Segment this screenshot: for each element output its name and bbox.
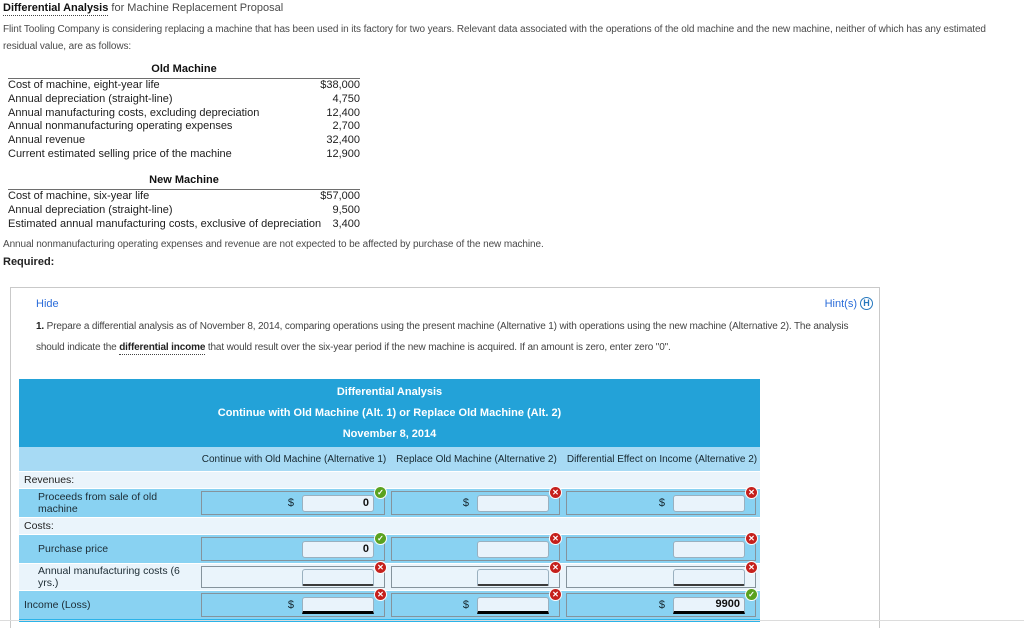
correct-check-icon: ✓ xyxy=(746,589,757,600)
hide-link[interactable]: Hide xyxy=(36,298,59,310)
amount-input[interactable] xyxy=(477,541,549,558)
instruction-text-1: Prepare a differential analysis as of November 8, 2014, comparing operations using the present machine (Alternative 1) with operations using the new machine (Alternative 2). The analysis should indicate the xyxy=(36,321,849,353)
value-box xyxy=(391,563,560,588)
value-box xyxy=(201,563,385,588)
amount-input[interactable] xyxy=(302,495,374,512)
value-cell xyxy=(199,591,389,619)
new-machine-table-rows xyxy=(8,190,360,231)
hints-link[interactable] xyxy=(825,297,873,310)
row-value: $57,000 xyxy=(320,190,360,202)
incorrect-x-icon: ✕ xyxy=(550,533,561,544)
value-box xyxy=(201,590,385,617)
value-cell xyxy=(564,564,760,590)
dollar-sign: $ xyxy=(287,599,294,611)
value-box xyxy=(566,534,756,561)
required-label: Required: xyxy=(3,256,55,268)
hint-icon: H xyxy=(860,297,873,310)
column-header: Continue with Old Machine (Alternative 1) xyxy=(201,453,387,465)
table-row xyxy=(8,134,360,148)
value-cell xyxy=(389,564,564,590)
row-value: $38,000 xyxy=(320,79,360,91)
new-machine-table-title: New Machine xyxy=(8,173,360,190)
table-row xyxy=(8,148,360,162)
incorrect-x-icon: ✕ xyxy=(375,589,386,600)
dollar-sign: $ xyxy=(462,497,469,509)
value-box xyxy=(201,488,385,515)
incorrect-x-icon: ✕ xyxy=(746,562,757,573)
value-cell xyxy=(564,591,760,619)
old-machine-table-title: Old Machine xyxy=(8,62,360,79)
correct-check-icon: ✓ xyxy=(375,533,386,544)
column-header: Differential Effect on Income (Alternative 2) xyxy=(566,453,758,465)
amount-input[interactable] xyxy=(477,495,549,512)
analysis-table-title-line2: Continue with Old Machine (Alt. 1) or Replace Old Machine (Alt. 2) xyxy=(217,407,562,419)
amount-input[interactable] xyxy=(673,495,745,512)
row-value: 12,400 xyxy=(326,106,360,119)
table-row xyxy=(8,218,360,232)
data-row xyxy=(19,563,760,590)
row-value: 32,400 xyxy=(326,134,360,147)
section-row xyxy=(19,471,760,488)
table-row xyxy=(8,93,360,107)
row-label: Current estimated selling price of the machine xyxy=(8,147,232,160)
value-cell xyxy=(199,564,389,590)
value-box xyxy=(391,488,560,515)
row-label: Estimated annual manufacturing costs, exclusive of depreciation xyxy=(8,217,322,230)
value-cell xyxy=(389,591,564,619)
instruction-paragraph xyxy=(36,316,866,358)
data-row xyxy=(19,590,760,619)
incorrect-x-icon: ✕ xyxy=(550,589,561,600)
section-label: Revenues: xyxy=(24,474,75,486)
amount-input[interactable] xyxy=(302,541,374,558)
analysis-table-title-block xyxy=(19,379,760,447)
amount-input[interactable] xyxy=(302,569,374,586)
row-label: Annual revenue xyxy=(8,134,86,147)
analysis-table-column-headers xyxy=(19,447,760,471)
value-box xyxy=(391,590,560,617)
section-row xyxy=(19,517,760,534)
new-machine-table xyxy=(8,173,360,231)
viewport-bottom-divider xyxy=(0,620,1024,621)
table-row xyxy=(8,120,360,134)
value-cell xyxy=(564,489,760,517)
dollar-sign: $ xyxy=(658,599,665,611)
hints-link-label: Hint(s) xyxy=(824,297,857,310)
dollar-sign: $ xyxy=(462,599,469,611)
row-label: Annual manufacturing costs (6 yrs.) xyxy=(38,565,180,589)
row-label: Cost of machine, six-year life xyxy=(8,190,150,202)
row-value: 2,700 xyxy=(332,120,360,133)
data-row xyxy=(19,534,760,563)
row-label: Annual depreciation (straight-line) xyxy=(8,92,173,105)
row-label: Annual nonmanufacturing operating expenses xyxy=(8,120,233,133)
table-row xyxy=(8,204,360,218)
instruction-text-2: that would result over the six-year period if the new machine is acquired. If an amount is zero, enter zero "0". xyxy=(205,342,671,353)
value-box xyxy=(201,534,385,561)
page-title-rest: for Machine Replacement Proposal xyxy=(108,2,284,14)
correct-check-icon: ✓ xyxy=(375,487,386,498)
amount-input[interactable] xyxy=(673,541,745,558)
row-value: 9,500 xyxy=(332,203,360,216)
incorrect-x-icon: ✕ xyxy=(746,533,757,544)
incorrect-x-icon: ✕ xyxy=(375,562,386,573)
analysis-table-title-line1: Differential Analysis xyxy=(336,386,443,398)
amount-input[interactable] xyxy=(673,569,745,586)
column-header: Replace Old Machine (Alternative 2) xyxy=(396,453,557,465)
page-title-term: Differential Analysis xyxy=(3,2,109,14)
value-box xyxy=(566,563,756,588)
incorrect-x-icon: ✕ xyxy=(746,487,757,498)
dollar-sign: $ xyxy=(287,497,294,509)
note-paragraph: Annual nonmanufacturing operating expenses and revenue are not expected to be affected by purchase of the new machine. xyxy=(3,239,544,250)
value-box xyxy=(566,488,756,515)
page-title xyxy=(3,2,283,14)
answer-panel xyxy=(10,287,880,628)
analysis-table-rows xyxy=(19,471,760,619)
value-cell xyxy=(389,535,564,563)
row-label: Purchase price xyxy=(38,543,109,555)
row-label: Annual manufacturing costs, excluding depreciation xyxy=(8,106,260,119)
value-cell xyxy=(199,535,389,563)
row-label: Income (Loss) xyxy=(24,599,91,611)
amount-input[interactable] xyxy=(673,597,745,614)
old-machine-table-rows xyxy=(8,79,360,162)
row-value: 3,400 xyxy=(332,217,360,230)
section-label: Costs: xyxy=(24,520,54,532)
amount-input[interactable] xyxy=(302,597,374,614)
value-cell xyxy=(199,489,389,517)
intro-paragraph: Flint Tooling Company is considering replacing a machine that has been used in its factory for two years. Relevant data associated with the operations of the old machine and the new machine, neither of which has any estimated residual value, are as follows: xyxy=(3,24,986,52)
differential-analysis-table xyxy=(19,379,760,622)
incorrect-x-icon: ✕ xyxy=(550,562,561,573)
row-label: Cost of machine, eight-year life xyxy=(8,79,160,91)
row-value: 4,750 xyxy=(332,92,360,105)
dollar-sign: $ xyxy=(658,497,665,509)
analysis-table-title-line3: November 8, 2014 xyxy=(342,428,437,440)
value-cell xyxy=(564,535,760,563)
value-box xyxy=(391,534,560,561)
instruction-number: 1. xyxy=(36,321,45,332)
old-machine-table xyxy=(8,62,360,162)
table-row xyxy=(8,190,360,204)
value-cell xyxy=(389,489,564,517)
data-row xyxy=(19,488,760,517)
amount-input[interactable] xyxy=(477,569,549,586)
incorrect-x-icon: ✕ xyxy=(550,487,561,498)
amount-input[interactable] xyxy=(477,597,549,614)
row-label: Annual depreciation (straight-line) xyxy=(8,203,173,216)
row-label: Proceeds from sale of old machine xyxy=(38,491,158,515)
table-row xyxy=(8,79,360,93)
table-row xyxy=(8,107,360,121)
value-box xyxy=(566,590,756,617)
instruction-term: differential income xyxy=(119,342,206,353)
row-value: 12,900 xyxy=(326,147,360,160)
